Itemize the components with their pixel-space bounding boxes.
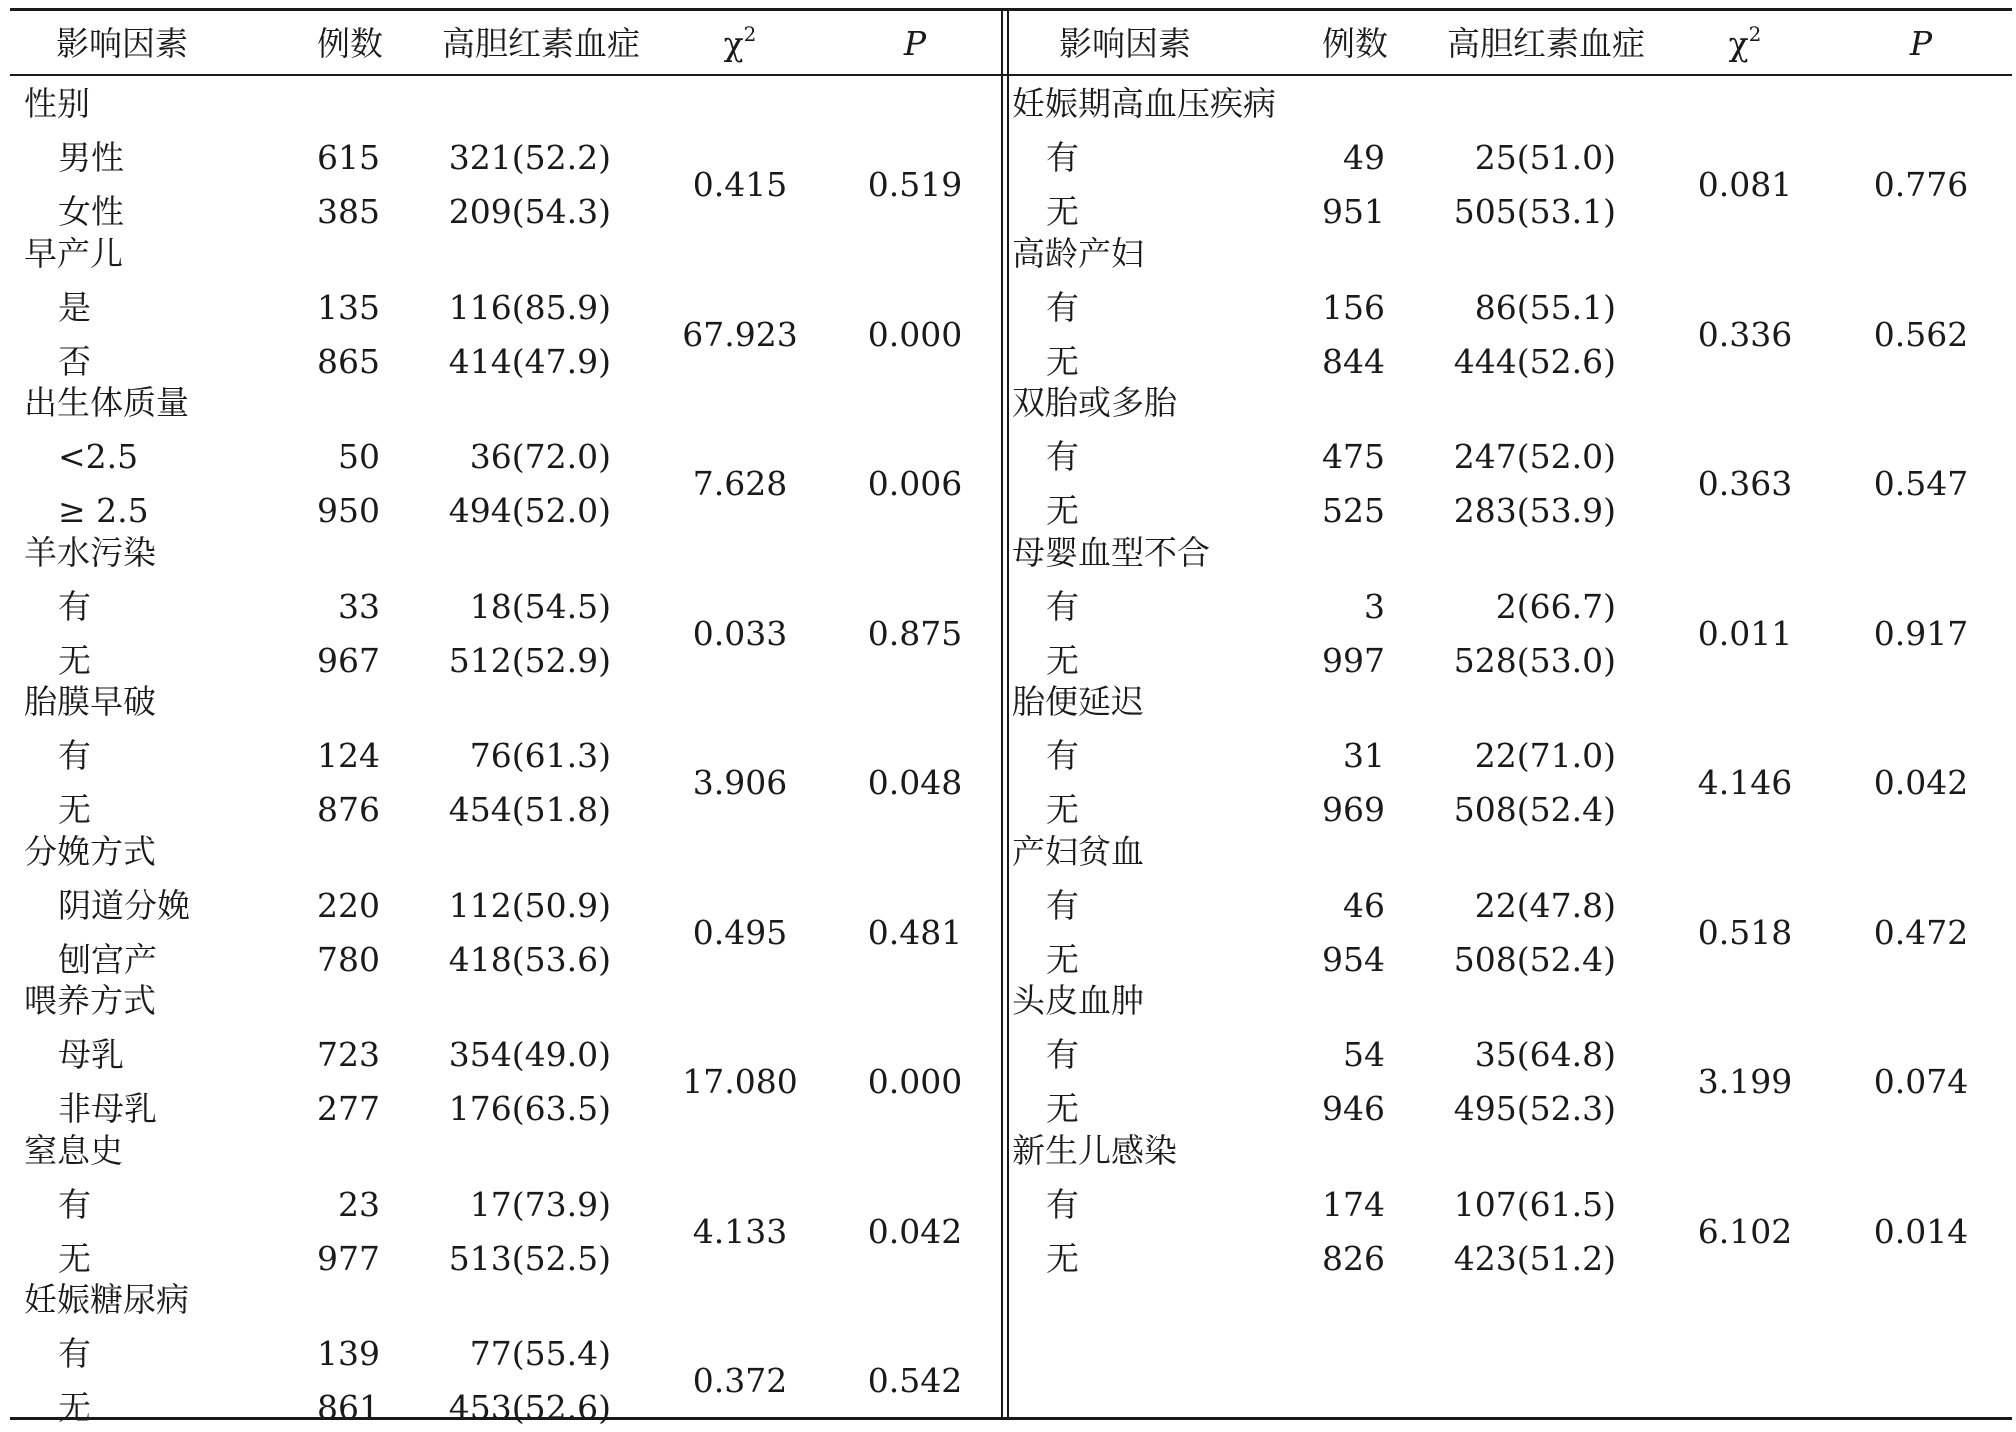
row-hyper-value: 76(61.3) <box>469 736 611 775</box>
row-hyper-value: 247(52.0) <box>1453 437 1616 476</box>
row-count: 174 <box>1322 1184 1385 1224</box>
group-title: 妊娠糖尿病 <box>24 1280 189 1319</box>
row-label: 有 <box>58 1334 91 1373</box>
chi-square-value: 0.336 <box>1697 314 1793 354</box>
row-count: 46 <box>1343 885 1385 925</box>
row-label: 无 <box>1046 491 1079 530</box>
row-hyper-value: 453(52.6) <box>448 1388 611 1427</box>
p-value: 0.048 <box>867 763 963 802</box>
chi-square-value: 3.199 <box>1697 1062 1793 1101</box>
row-hyper-value: 77(55.4) <box>469 1334 611 1373</box>
row-count: 615 <box>317 138 380 177</box>
row-label: <2.5 <box>58 437 139 476</box>
row-hyper-value: 22(47.8) <box>1474 885 1616 925</box>
row-count: 220 <box>317 885 380 925</box>
row-label: 有 <box>1046 586 1079 626</box>
row-hyper-value: 508(52.4) <box>1453 790 1616 829</box>
group-title: 羊水污染 <box>24 532 156 572</box>
table-left-half <box>10 8 1001 1427</box>
row-label: 否 <box>58 341 91 381</box>
row-hyper-value: 86(55.1) <box>1474 287 1616 327</box>
row-hyper-value: 22(71.0) <box>1474 736 1616 775</box>
header-chi-superscript: 2 <box>1748 22 1762 46</box>
header-chi-symbol: χ <box>723 24 744 63</box>
group-title: 双胎或多胎 <box>1012 383 1177 422</box>
group-title: 胎膜早破 <box>24 682 156 721</box>
header-chi-square <box>680 20 800 68</box>
chi-square-value: 0.372 <box>692 1361 788 1400</box>
column-divider <box>1001 8 1003 1420</box>
p-value: 0.547 <box>1873 464 1969 503</box>
row-label: 无 <box>1046 939 1079 979</box>
row-count: 977 <box>317 1238 380 1278</box>
p-value: 0.472 <box>1873 912 1969 952</box>
row-label: 无 <box>58 1238 91 1278</box>
group-title: 性别 <box>24 84 90 123</box>
header-hyperbilirubinemia: 高胆红素血症 <box>1447 24 1645 63</box>
p-value: 0.562 <box>1873 314 1969 354</box>
row-count: 156 <box>1322 287 1385 327</box>
row-label: 女性 <box>58 192 124 231</box>
row-label: 男性 <box>58 138 124 177</box>
row-label: 无 <box>1046 790 1079 829</box>
row-count: 135 <box>317 287 380 327</box>
row-label: 无 <box>1046 192 1079 231</box>
row-count: 23 <box>338 1184 380 1224</box>
row-hyper-value: 283(53.9) <box>1453 491 1616 530</box>
row-hyper-value: 112(50.9) <box>448 885 611 925</box>
row-hyper-value: 423(51.2) <box>1453 1238 1616 1278</box>
group-title: 分娩方式 <box>24 831 156 871</box>
p-value: 0.006 <box>867 464 963 503</box>
row-hyper-value: 444(52.6) <box>1453 341 1616 381</box>
group-title: 新生儿感染 <box>1012 1130 1177 1170</box>
header-count: 例数 <box>317 24 383 63</box>
row-label: 无 <box>58 1388 91 1427</box>
row-label: 阴道分娩 <box>58 885 190 925</box>
row-count: 33 <box>338 586 380 626</box>
row-label: 刨宫产 <box>58 939 157 979</box>
group-title: 胎便延迟 <box>1012 682 1144 721</box>
p-value: 0.481 <box>867 912 963 952</box>
row-label: ≥ 2.5 <box>58 491 149 530</box>
row-hyper-value: 18(54.5) <box>469 586 611 626</box>
p-value: 0.875 <box>867 613 963 653</box>
row-hyper-value: 25(51.0) <box>1474 138 1616 177</box>
row-count: 844 <box>1322 341 1385 381</box>
row-count: 946 <box>1322 1089 1385 1128</box>
p-value: 0.000 <box>867 1062 963 1101</box>
row-label: 有 <box>1046 437 1079 476</box>
row-label: 无 <box>58 640 91 680</box>
row-hyper-value: 36(72.0) <box>469 437 611 476</box>
row-label: 有 <box>1046 885 1079 925</box>
row-count: 54 <box>1343 1035 1385 1074</box>
row-count: 3 <box>1364 586 1385 626</box>
row-count: 31 <box>1343 736 1385 775</box>
row-label: 非母乳 <box>58 1089 157 1128</box>
row-label: 有 <box>1046 736 1079 775</box>
row-hyper-value: 414(47.9) <box>448 341 611 381</box>
group-title: 头皮血肿 <box>1012 981 1144 1020</box>
chi-square-value: 0.518 <box>1697 912 1793 952</box>
row-hyper-value: 17(73.9) <box>469 1184 611 1224</box>
group-title: 出生体质量 <box>24 383 189 422</box>
row-count: 277 <box>317 1089 380 1128</box>
row-count: 124 <box>317 736 380 775</box>
row-count: 950 <box>317 491 380 530</box>
row-label: 有 <box>58 1184 91 1224</box>
row-label: 无 <box>1046 1089 1079 1128</box>
header-chi-square <box>1685 20 1805 68</box>
row-count: 826 <box>1322 1238 1385 1278</box>
row-count: 954 <box>1322 939 1385 979</box>
chi-square-value: 4.146 <box>1697 763 1793 802</box>
group-title: 高龄产妇 <box>1012 233 1144 273</box>
row-count: 780 <box>317 939 380 979</box>
row-label: 有 <box>1046 138 1079 177</box>
row-hyper-value: 107(61.5) <box>1453 1184 1616 1224</box>
row-count: 525 <box>1322 491 1385 530</box>
header-factor: 影响因素 <box>56 24 188 63</box>
row-label: 无 <box>1046 341 1079 381</box>
row-count: 876 <box>317 790 380 829</box>
row-count: 723 <box>317 1035 380 1074</box>
p-value: 0.042 <box>1873 763 1969 802</box>
header-p-value: P <box>1909 24 1933 63</box>
group-title: 窒息史 <box>24 1130 123 1170</box>
row-hyper-value: 354(49.0) <box>448 1035 611 1074</box>
row-label: 无 <box>1046 1238 1079 1278</box>
p-value: 0.074 <box>1873 1062 1969 1101</box>
chi-square-value: 0.011 <box>1697 613 1793 653</box>
row-count: 49 <box>1343 138 1385 177</box>
header-p-value: P <box>903 24 927 63</box>
row-label: 无 <box>1046 640 1079 680</box>
chi-square-value: 0.495 <box>692 912 788 952</box>
row-count: 997 <box>1322 640 1385 680</box>
row-count: 969 <box>1322 790 1385 829</box>
row-hyper-value: 2(66.7) <box>1495 586 1616 626</box>
row-count: 385 <box>317 192 380 231</box>
p-value: 0.519 <box>867 165 963 204</box>
row-label: 有 <box>1046 1035 1079 1074</box>
header-hyperbilirubinemia: 高胆红素血症 <box>442 24 640 63</box>
row-count: 865 <box>317 341 380 381</box>
group-title: 喂养方式 <box>24 981 156 1020</box>
statistics-table <box>10 8 2012 1427</box>
row-count: 861 <box>317 1388 380 1427</box>
table-right-half <box>1009 8 2012 1420</box>
row-hyper-value: 321(52.2) <box>448 138 611 177</box>
p-value: 0.542 <box>867 1361 963 1400</box>
row-hyper-value: 35(64.8) <box>1474 1035 1616 1074</box>
p-value: 0.014 <box>1873 1211 1969 1251</box>
row-label: 有 <box>1046 1184 1079 1224</box>
header-chi-superscript: 2 <box>743 22 757 46</box>
row-hyper-value: 418(53.6) <box>448 939 611 979</box>
p-value: 0.042 <box>867 1211 963 1251</box>
row-count: 50 <box>338 437 380 476</box>
row-hyper-value: 116(85.9) <box>448 287 611 327</box>
row-hyper-value: 513(52.5) <box>448 1238 611 1278</box>
p-value: 0.776 <box>1873 165 1969 204</box>
row-hyper-value: 209(54.3) <box>448 192 611 231</box>
row-label: 是 <box>58 287 91 327</box>
row-hyper-value: 528(53.0) <box>1453 640 1616 680</box>
chi-square-value: 4.133 <box>692 1211 788 1251</box>
group-title: 早产儿 <box>24 233 123 273</box>
row-hyper-value: 505(53.1) <box>1453 192 1616 231</box>
chi-square-value: 0.081 <box>1697 165 1793 204</box>
row-hyper-value: 508(52.4) <box>1453 939 1616 979</box>
header-factor: 影响因素 <box>1059 24 1191 63</box>
chi-square-value: 0.033 <box>692 613 788 653</box>
chi-square-value: 0.415 <box>692 165 788 204</box>
header-count: 例数 <box>1322 24 1388 63</box>
chi-square-value: 67.923 <box>682 314 798 354</box>
row-hyper-value: 454(51.8) <box>448 790 611 829</box>
row-label: 有 <box>58 586 91 626</box>
row-label: 有 <box>1046 287 1079 327</box>
chi-square-value: 6.102 <box>1697 1211 1793 1251</box>
row-label: 有 <box>58 736 91 775</box>
row-label: 无 <box>58 790 91 829</box>
row-count: 139 <box>317 1334 380 1373</box>
p-value: 0.000 <box>867 314 963 354</box>
row-hyper-value: 494(52.0) <box>448 491 611 530</box>
chi-square-value: 17.080 <box>682 1062 798 1101</box>
chi-square-value: 0.363 <box>1697 464 1793 503</box>
row-label: 母乳 <box>58 1035 124 1074</box>
row-hyper-value: 512(52.9) <box>448 640 611 680</box>
row-hyper-value: 176(63.5) <box>448 1089 611 1128</box>
group-title: 母婴血型不合 <box>1012 532 1210 572</box>
group-title: 妊娠期高血压疾病 <box>1012 84 1276 123</box>
chi-square-value: 3.906 <box>692 763 788 802</box>
row-count: 951 <box>1322 192 1385 231</box>
chi-square-value: 7.628 <box>692 464 788 503</box>
row-hyper-value: 495(52.3) <box>1453 1089 1616 1128</box>
header-chi-symbol: χ <box>1728 24 1749 63</box>
p-value: 0.917 <box>1873 613 1969 653</box>
group-title: 产妇贫血 <box>1012 831 1144 871</box>
row-count: 967 <box>317 640 380 680</box>
row-count: 475 <box>1322 437 1385 476</box>
